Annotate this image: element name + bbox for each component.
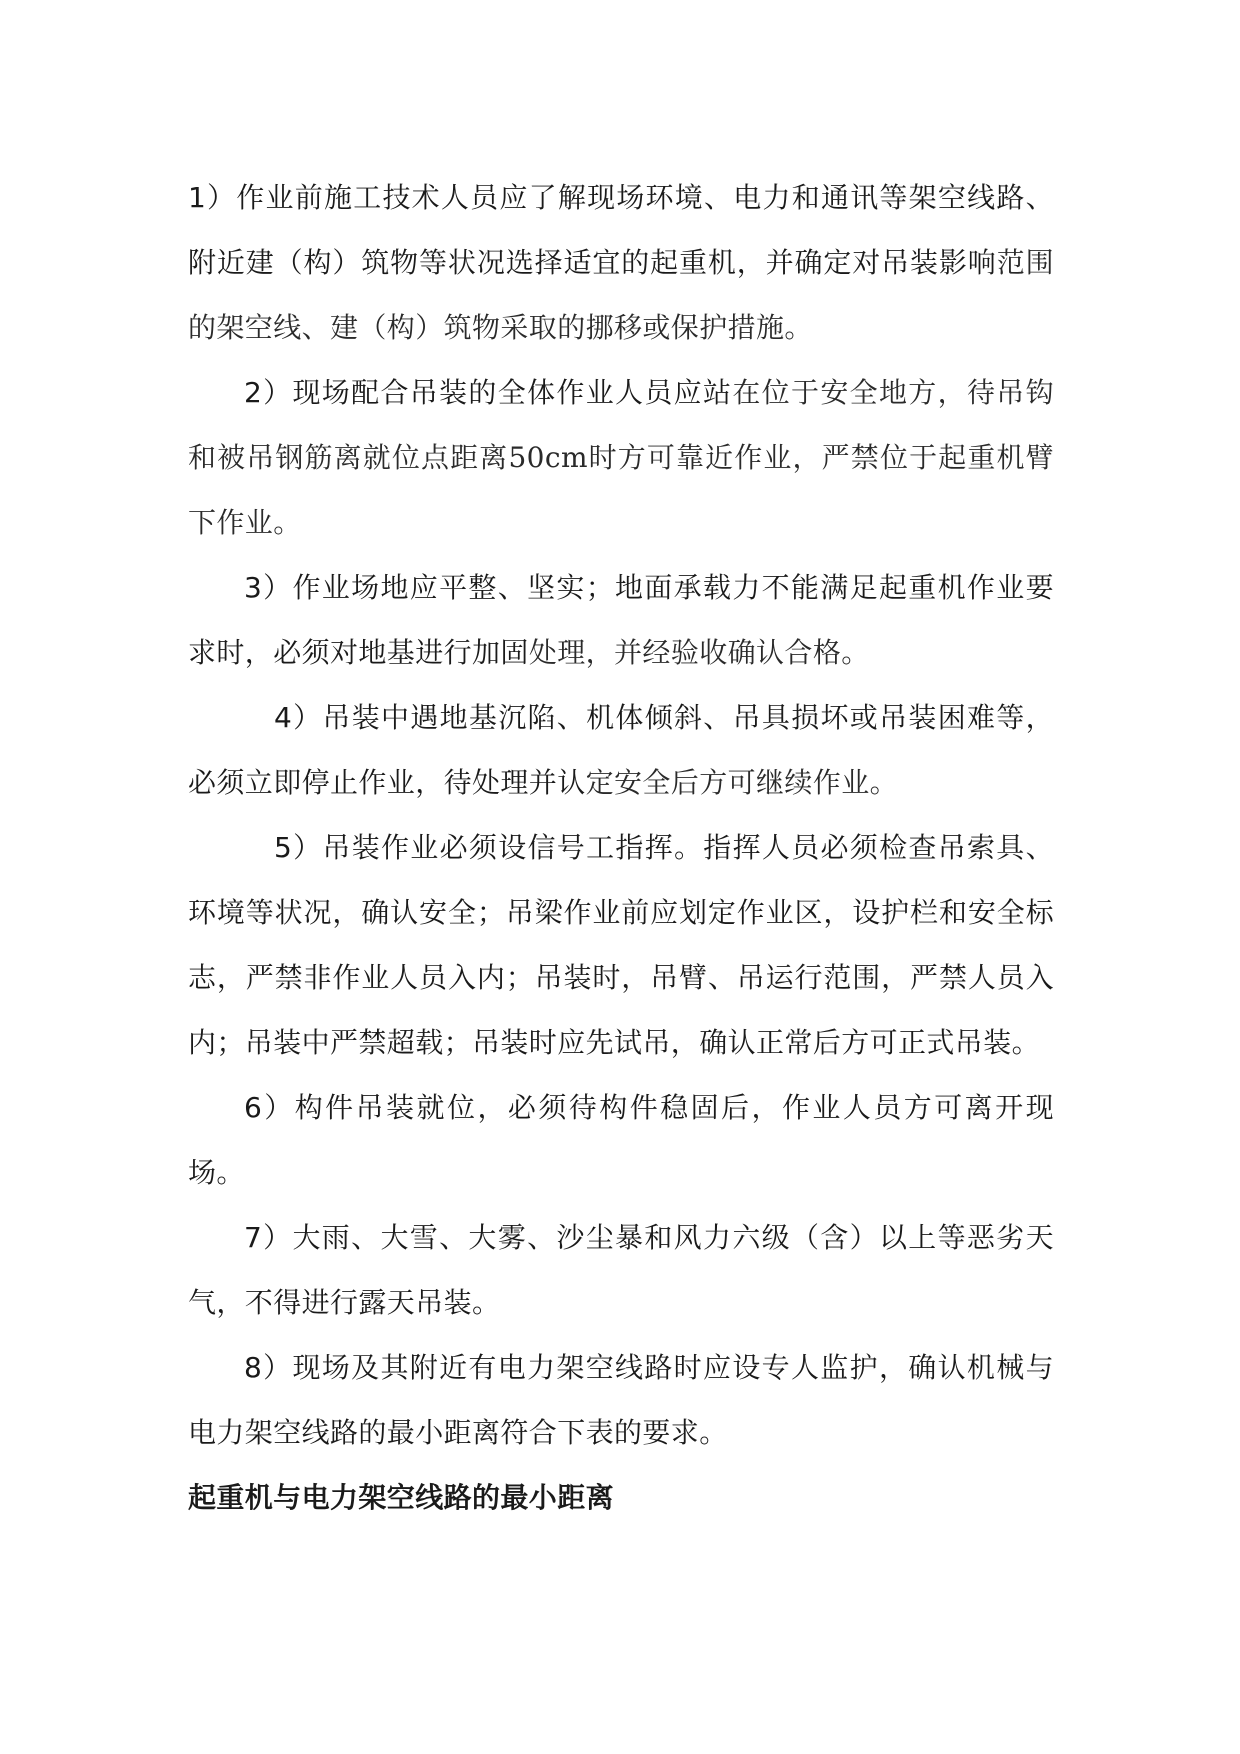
paragraph-2-text: 2）现场配合吊装的全体作业人员应站 [244, 376, 733, 409]
paragraph-3-tail: 处理，并经验收确认合格。 [528, 636, 870, 669]
paragraph-2 [188, 360, 1054, 555]
paragraph-1-tail: 范围的架空线、建（构）筑物采取的挪移或保护措施。 [188, 246, 1054, 344]
paragraph-4-tail: 定安全后方可继续作业。 [585, 766, 899, 799]
document-body [188, 165, 1054, 1530]
paragraph-2-tail: 在位于安全地方，待吊钩和被吊钢筋离就位点距离50cm时方可靠近作业，严禁位于起重机臂下作业。 [188, 376, 1054, 539]
paragraph-4-text: 4）吊装中遇地基沉陷、机体倾斜、吊具损坏或吊装困难等，必须立即停止作业，待处理并认 [188, 701, 1054, 799]
paragraph-3 [188, 555, 1054, 685]
paragraph-7: 7）大雨、大雪、大雾、沙尘暴和风力六级（含）以上等恶劣天气，不得进行露天吊装。 [188, 1221, 1054, 1319]
paragraph-4 [188, 685, 1054, 815]
paragraph-8: 8）现场及其附近有电力架空线路时应设专人监护，确认机械与电力架空线路的最小距离符合下表的要求。 [188, 1351, 1054, 1449]
paragraph-6: 6）构件吊装就位，必须待构件稳固后，作业人员方可离开现场。 [188, 1091, 1054, 1189]
paragraph-5: 5）吊装作业必须设信号工指挥。指挥人员必须检查吊索具、环境等状况，确认安全；吊梁作业前应划定作业区，设护栏和安全标志，严禁非作业人员入内；吊装时，吊臂、吊运行范围，严禁人员入内；吊装中严禁超载；吊装时应先试吊，确认正常后方可正式吊装。 [188, 831, 1054, 1059]
paragraph-1 [188, 165, 1054, 360]
table-title: 起重机与电力架空线路的最小距离 [188, 1481, 615, 1514]
paragraph-3-text: 3）作业场地应平整、坚实；地面承载力不能满足起重机作业要求时，必须对地基进行加固 [188, 571, 1054, 669]
paragraph-1-text: 1）作业前施工技术人员应了解现场环境、电力和通讯等架空线路、附近建（构）筑物等状况选择适宜的起重机，并确定对吊装影响 [188, 181, 1054, 279]
